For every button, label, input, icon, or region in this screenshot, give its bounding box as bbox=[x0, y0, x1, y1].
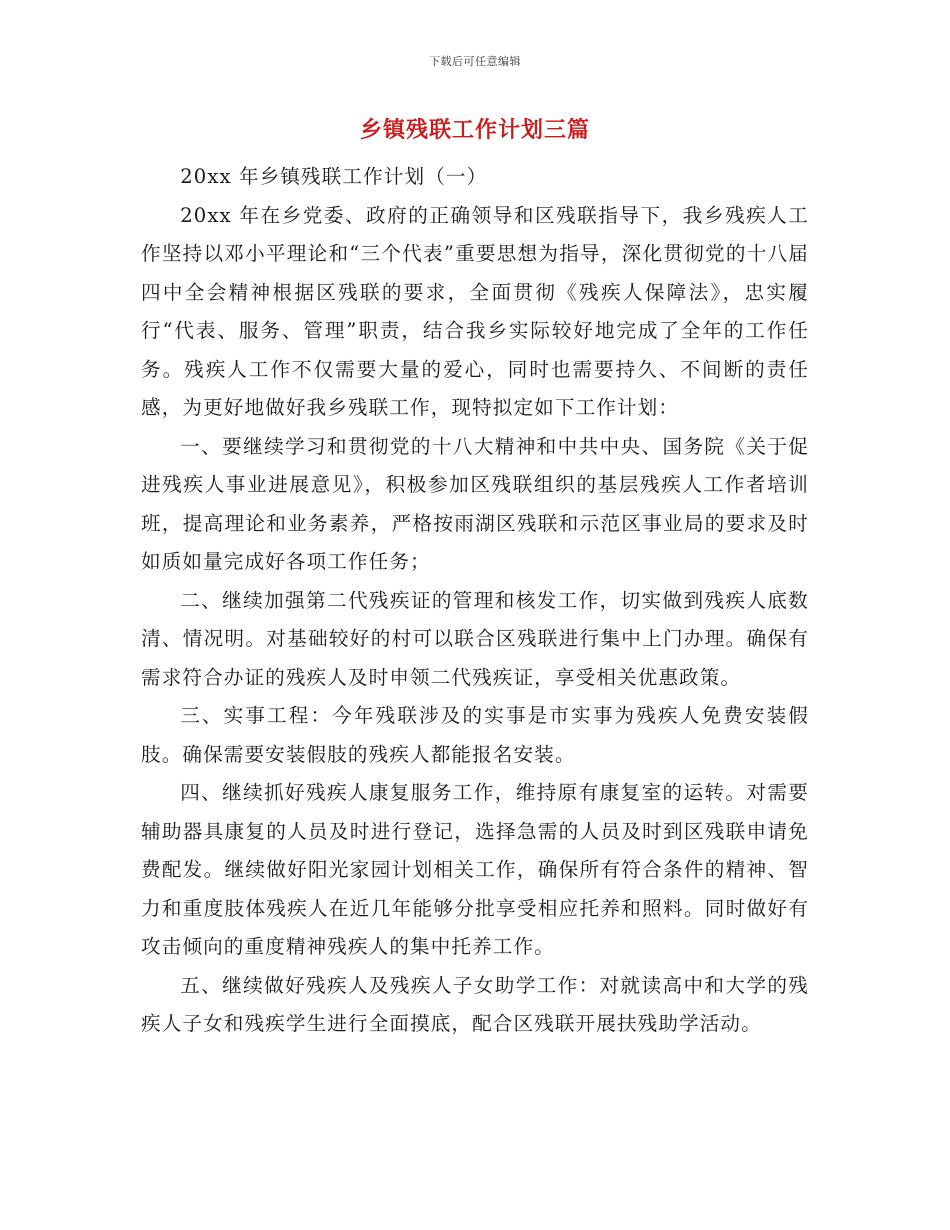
paragraph-item-1: 一、要继续学习和贯彻党的十八大精神和中共中央、国务院《关于促进残疾人事业进展意见》，积极参加区残联组织的基层残疾人工作者培训班，提高理论和业务素养，严格按雨湖区残联和示范区事业局的要求及时如质如量完成好各项工作任务； bbox=[141, 434, 809, 573]
document-title: 乡镇残联工作计划三篇 bbox=[359, 117, 590, 143]
paragraph-item-3: 三、实事工程：今年残联涉及的实事是市实事为残疾人免费安装假肢。确保需要安装假肢的残疾人都能报名安装。 bbox=[141, 704, 809, 766]
paragraph-item-4: 四、继续抓好残疾人康复服务工作，维持原有康复室的运转。对需要辅助器具康复的人员及时进行登记，选择急需的人员及时到区残联申请免费配发。继续做好阳光家园计划相关工作，确保所有符合条件的精神、智力和重度肢体残疾人在近几年能够分批享受相应托养和照料。同时做好有攻击倾向的重度精神残疾人的集中托养工作。 bbox=[141, 781, 809, 958]
paragraph-item-2: 二、继续加强第二代残疾证的管理和核发工作，切实做到残疾人底数清、情况明。对基础较好的村可以联合区残联进行集中上门办理。确保有需求符合办证的残疾人及时申领二代残疾证，享受相关优惠政策。 bbox=[141, 588, 809, 689]
page-header-note: 下载后可任意编辑 bbox=[429, 55, 521, 68]
paragraph-subtitle: 20xx 年乡镇残联工作计划（一） bbox=[180, 165, 488, 188]
paragraph-item-5: 五、继续做好残疾人及残疾人子女助学工作：对就读高中和大学的残疾人子女和残疾学生进行全面摸底，配合区残联开展扶残助学活动。 bbox=[141, 973, 809, 1035]
document-body bbox=[141, 158, 809, 1044]
paragraph-intro: 20xx 年在乡党委、政府的正确领导和区残联指导下，我乡残疾人工作坚持以邓小平理论和“三个代表”重要思想为指导，深化贯彻党的十八届四中全会精神根据区残联的要求，全面贯彻《残疾人保障法》，忠实履行“代表、服务、管理”职责，结合我乡实际较好地完成了全年的工作任务。残疾人工作不仅需要大量的爱心，同时也需要持久、不间断的责任感，为更好地做好我乡残联工作，现特拟定如下工作计划： bbox=[141, 203, 809, 419]
